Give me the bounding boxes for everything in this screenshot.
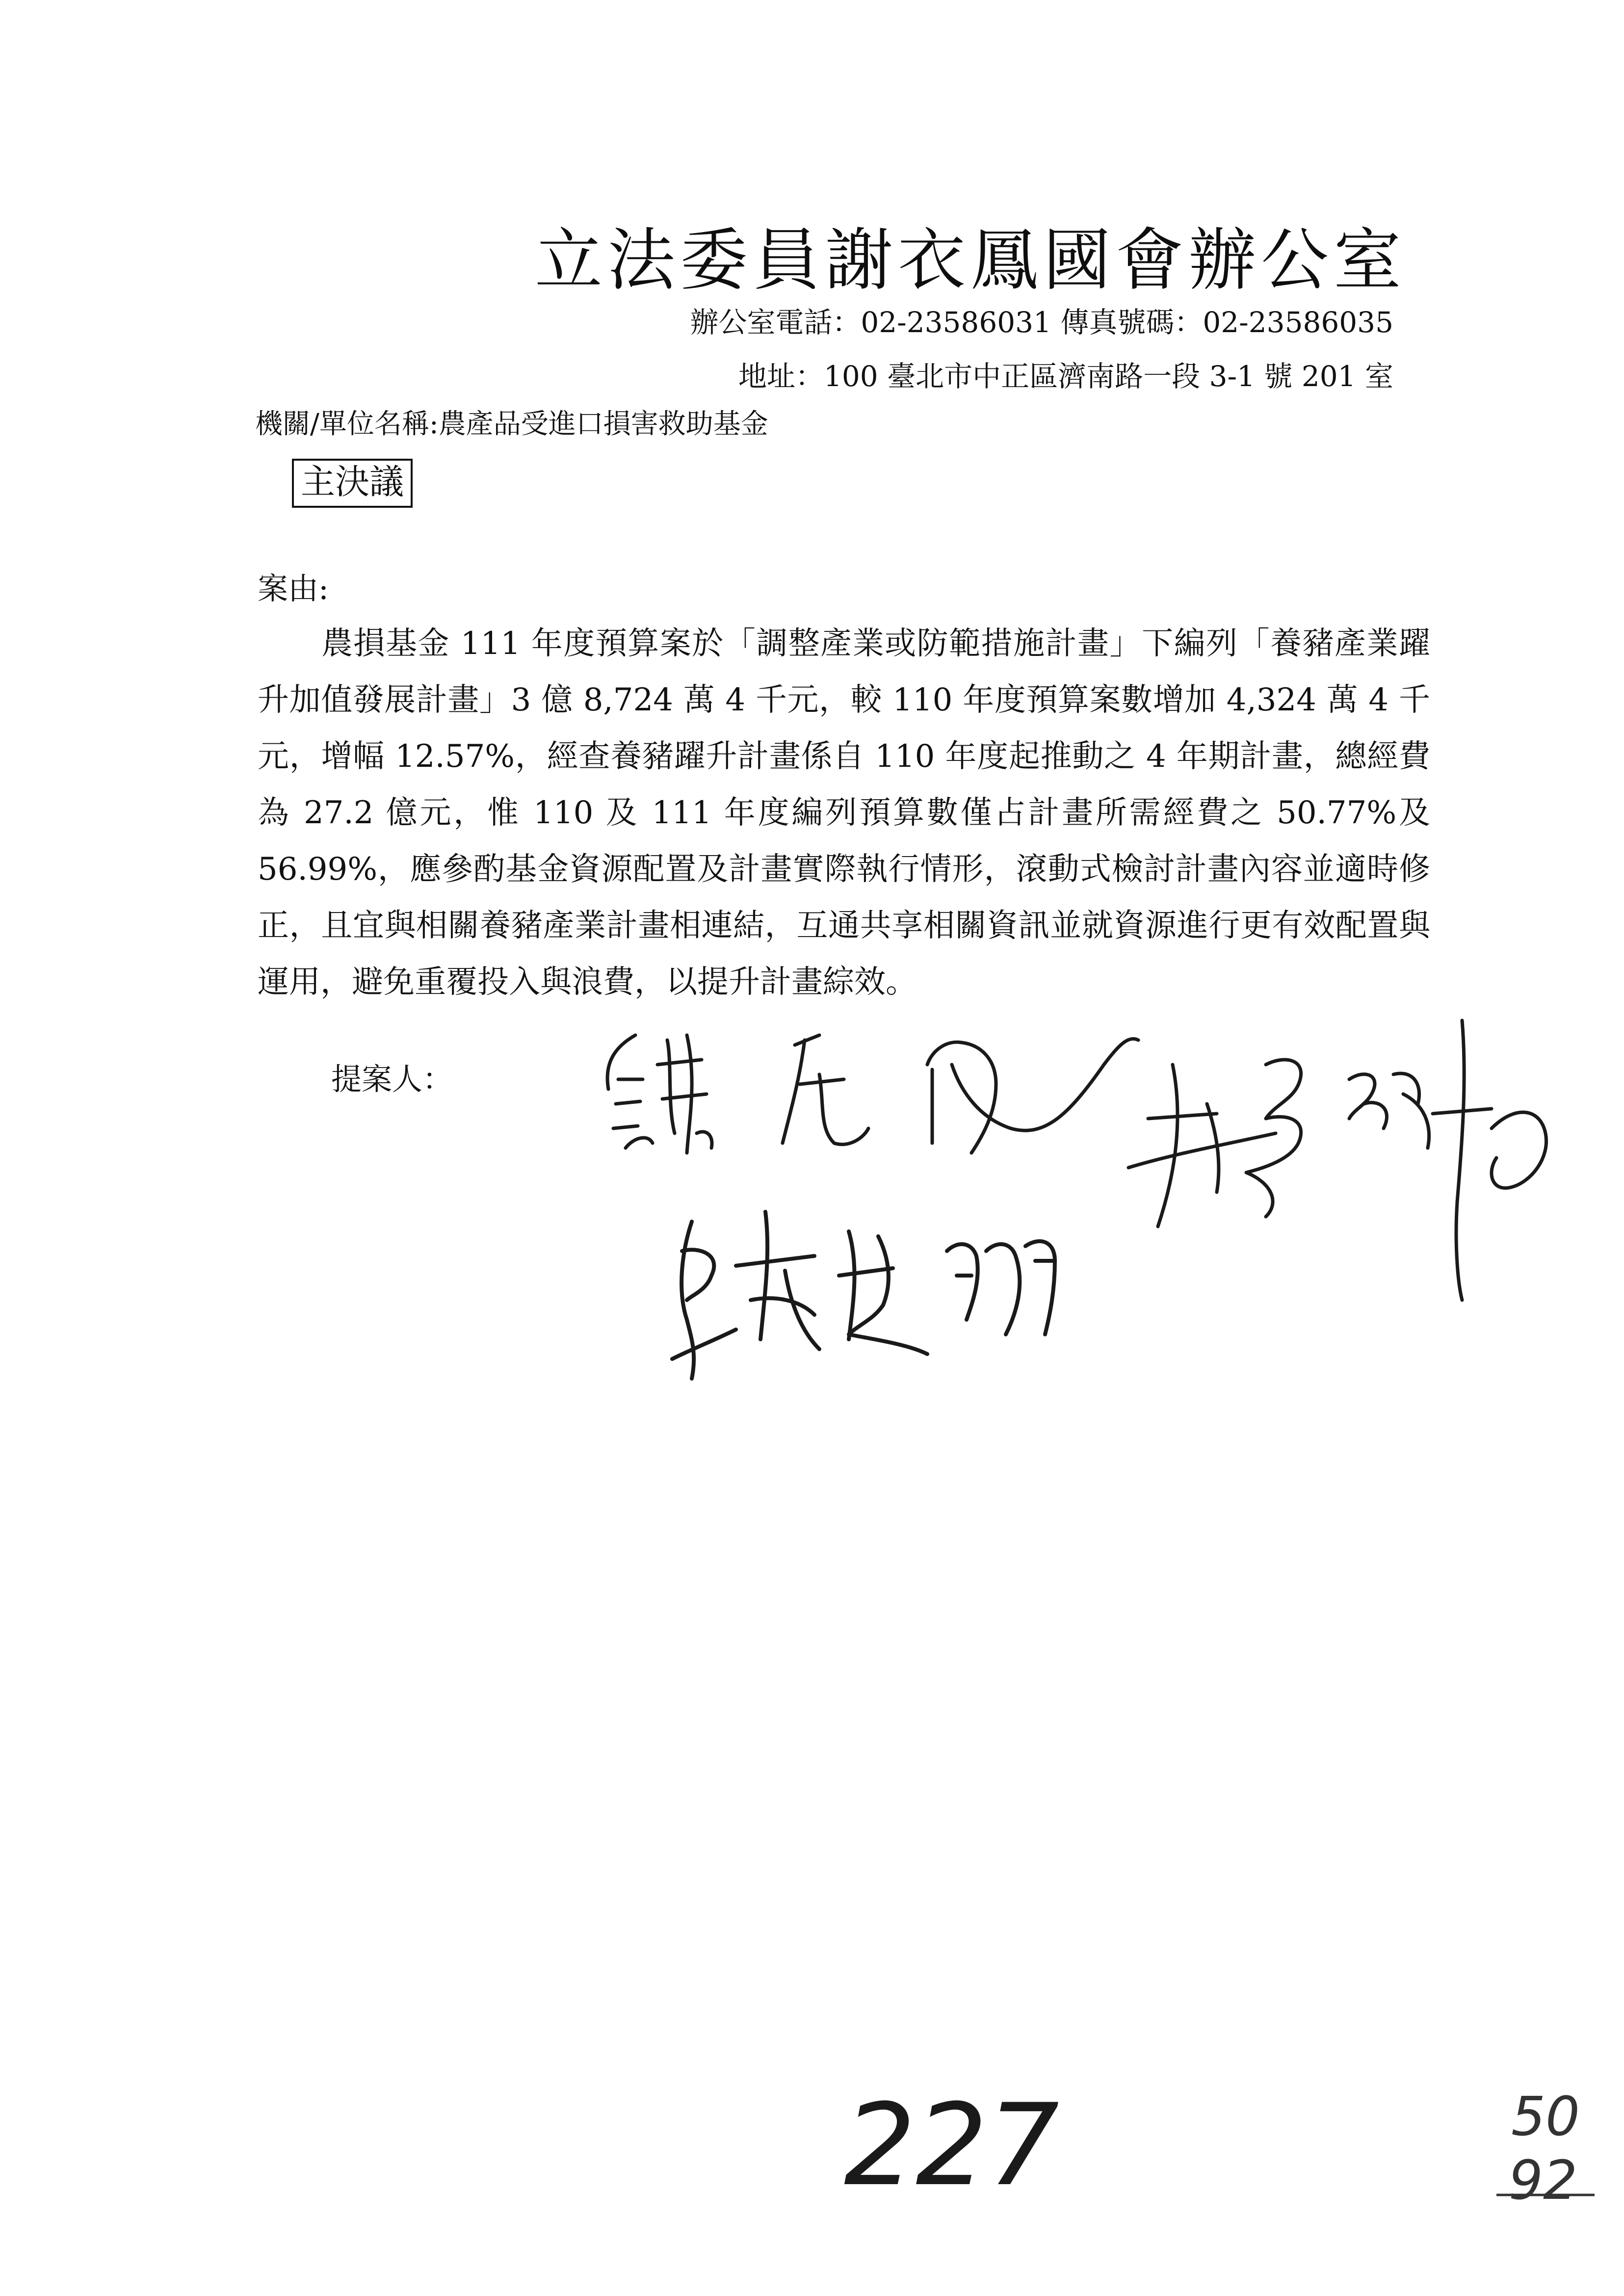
agency-name: 機關/單位名稱:農產品受進口損害救助基金 <box>255 408 768 440</box>
office-title: 立法委員謝衣鳳國會辦公室 <box>535 221 1407 300</box>
case-body-text: 農損基金 111 年度預算案於「調整產業或防範措施計畫」下編列「養豬產業躍升加值發展計畫」3 億 8,724 萬 4 千元，較 110 年度預算案數增加 4,324 萬 4 千元，增幅 12.57%，經查養豬躍升計畫係自 110 年度起推動之 4 年期計畫，總經費為 27.2 億元，惟 110 及 111 年度編列預算數僅占計畫所需經費之 50.77%及 56.99%，應參酌基金資源配置及計畫實際執行情形，滾動式檢討計畫內容並適時修正，且宜與相關養豬產業計畫相連結，互通共享相關資訊並就資源進行更有效配置與運用，避免重覆投入與浪費，以提升計畫綜效。 <box>258 626 1430 1000</box>
case-label: 案由: <box>258 571 329 606</box>
office-address: 地址：100 臺北市中正區濟南路一段 3-1 號 201 室 <box>738 360 1393 393</box>
page-number: 227 <box>844 2080 1059 2211</box>
resolution-type-box: 主決議 <box>292 459 413 508</box>
corner-handwritten-number-bottom: 92 <box>1509 2149 1577 2212</box>
proposer-label: 提案人： <box>331 1061 453 1097</box>
signature-1 <box>589 1006 1153 1168</box>
corner-strike-line <box>1496 2193 1595 2197</box>
signature-3 <box>653 1192 1119 1403</box>
corner-handwritten-number-top: 50 <box>1511 2085 1580 2148</box>
signature-2 <box>1119 1006 1560 1349</box>
office-phone-fax: 辦公室電話：02-23586031 傳真號碼：02-23586035 <box>690 306 1393 339</box>
